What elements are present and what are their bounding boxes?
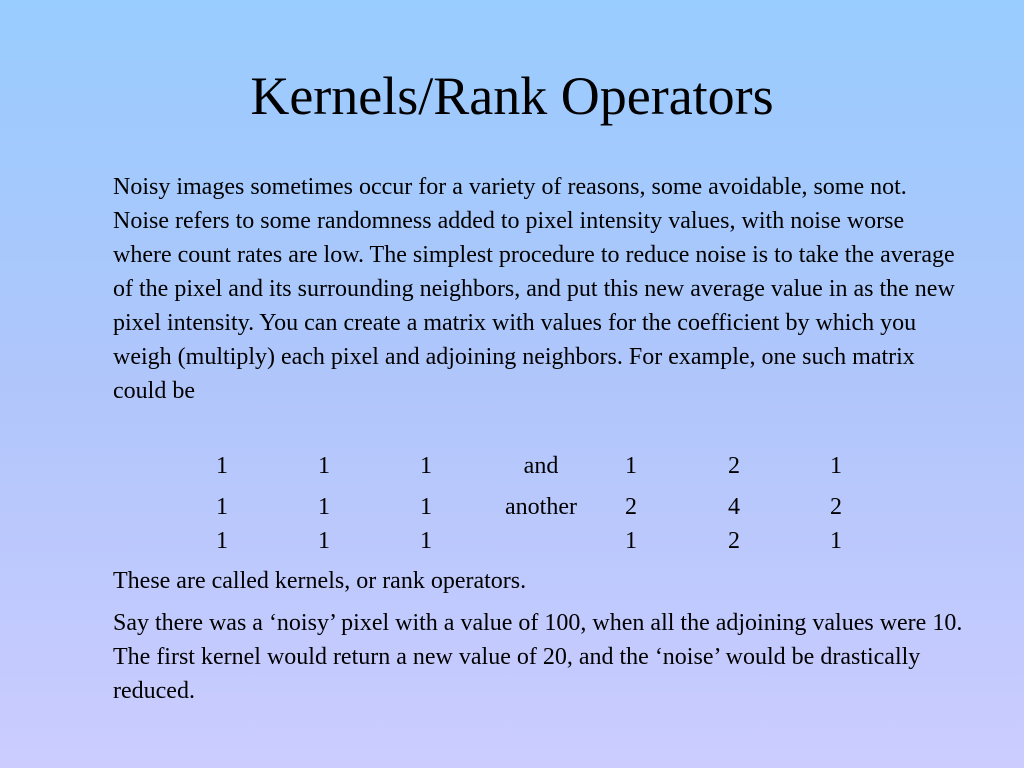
matrix-cell: 1 bbox=[420, 453, 432, 479]
matrix-connector-word: and bbox=[523, 453, 559, 479]
matrix-row bbox=[0, 449, 1024, 483]
noisy-pixel-paragraph: Say there was a ‘noisy’ pixel with a value of 100, when all the adjoining values were 10. The first kernel would return a new value of 20, and the ‘noise’ would be drastically reduced. bbox=[113, 610, 963, 704]
intro-paragraph: Noisy images sometimes occur for a variety of reasons, some avoidable, some not. Noise refers to some randomness added to pixel intensity values, with noise worse where count rates are low. The simplest procedure to reduce noise is to take the average of the pixel and its surrounding neighbors, and put this new average value in as the new pixel intensity. You can create a matrix with values for the coefficient by which you weigh (multiply) each pixel and adjoining neighbors. For example, one such matrix could be bbox=[113, 174, 955, 404]
kernels-paragraph: These are called kernels, or rank operators. bbox=[113, 568, 527, 594]
matrix-cell: 2 bbox=[728, 528, 740, 554]
matrix-cell: 2 bbox=[830, 494, 842, 520]
matrix-cell: 4 bbox=[728, 494, 740, 520]
matrix-row bbox=[0, 524, 1024, 558]
matrix-cell: 1 bbox=[625, 528, 637, 554]
matrix-cell: 1 bbox=[216, 453, 228, 479]
matrix-cell: 1 bbox=[318, 453, 330, 479]
matrix-cell: 1 bbox=[216, 528, 228, 554]
matrix-cell: 1 bbox=[830, 453, 842, 479]
matrix-cell: 1 bbox=[216, 494, 228, 520]
matrix-cell: 1 bbox=[318, 528, 330, 554]
matrix-cell: 1 bbox=[420, 528, 432, 554]
matrix-connector-word: another bbox=[505, 494, 577, 520]
matrix-cell: 2 bbox=[625, 494, 637, 520]
matrix-cell: 1 bbox=[830, 528, 842, 554]
matrix-row bbox=[0, 490, 1024, 524]
matrix-cell: 2 bbox=[728, 453, 740, 479]
matrix-cell: 1 bbox=[625, 453, 637, 479]
matrix-cell: 1 bbox=[318, 494, 330, 520]
slide-title: Kernels/Rank Operators bbox=[250, 66, 774, 126]
matrix-cell: 1 bbox=[420, 494, 432, 520]
